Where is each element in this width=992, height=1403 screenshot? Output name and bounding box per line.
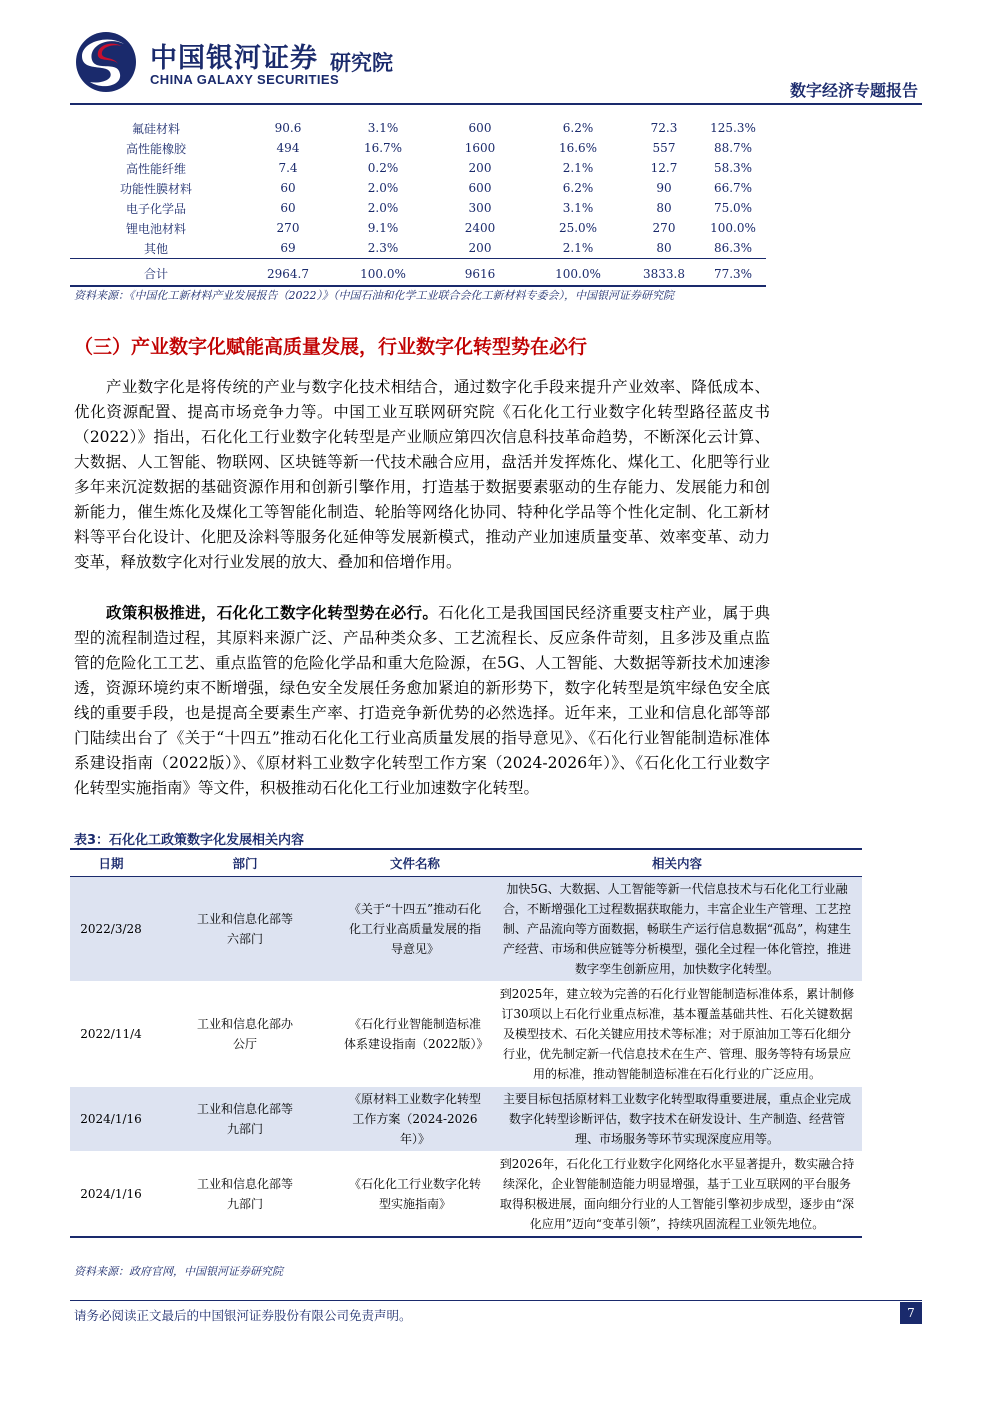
table-cell: 200	[468, 161, 492, 175]
table-cell: 2.0%	[367, 181, 399, 195]
table-cell: 3833.8	[628, 259, 700, 287]
paragraph-lead: 政策积极推进，石化化工数字化转型势在必行。	[106, 603, 439, 622]
table-header-row	[70, 849, 862, 877]
table-cell: 高性能橡胶	[125, 141, 186, 156]
table-row	[70, 877, 862, 982]
dept-cell: 工业和信息化部等六部门	[152, 877, 338, 982]
table-cell: 9616	[432, 259, 528, 287]
table-cell: 7.4	[278, 161, 298, 175]
column-header-date: 日期	[70, 849, 152, 877]
table-cell: 12.7	[650, 161, 678, 175]
table-cell: 80	[656, 201, 672, 215]
brand-name-en: CHINA GALAXY SECURITIES	[150, 72, 340, 87]
table-cell: 6.2%	[562, 121, 594, 135]
table-row	[70, 118, 766, 138]
body-paragraph-1: 产业数字化是将传统的产业与数字化技术相结合，通过数字化手段来提升产业效率、降低成本、优化资源配置、提高市场竞争力等。中国工业互联网研究院《石化化工行业数字化转型路径蓝皮书（2022）》指出，石化化工行业数字化转型是产业顺应第四次信息科技革命趋势，不断深化云计算、大数据、人工智能、物联网、区块链等新一代技术融合应用，盘活并发挥炼化、煤化工、化肥等行业多年来沉淀数据的基础资源作用和创新引擎作用，打造基于数据要素驱动的生存能力、发展能力和创新能力，催生炼化及煤化工等智能化制造、轮胎等网络化协同、特种化学品等个性化定制、化工新材料等平台化设计、化肥及涂料等服务化延伸等发展新模式，推动产业加速质量变革、效率变革、动力变革，释放数字化对行业发展的放大、叠加和倍增作用。	[74, 378, 770, 571]
table3-title: 表3：石化化工政策数字化发展相关内容	[74, 833, 305, 848]
table-cell: 其他	[143, 241, 168, 256]
doc-cell: 《石化行业智能制造标准体系建设指南（2022版）》	[338, 982, 492, 1087]
table-cell: 100.0%	[710, 221, 756, 235]
table-cell: 60	[280, 201, 296, 215]
table-cell: 60	[280, 181, 296, 195]
table-cell: 77.3%	[700, 259, 766, 287]
table-cell: 86.3%	[713, 241, 753, 255]
report-type-label: 数字经济专题报告	[789, 81, 918, 100]
table-cell: 1600	[464, 141, 496, 155]
brand-name-cn: 中国银河证券	[150, 43, 318, 74]
table-row	[70, 218, 766, 238]
table-cell: 494	[276, 141, 300, 155]
table-cell: 69	[280, 241, 296, 255]
galaxy-logo-icon	[74, 30, 138, 94]
table-cell: 2964.7	[242, 259, 334, 287]
table-cell: 270	[652, 221, 676, 235]
column-header-content: 相关内容	[492, 849, 862, 877]
table-cell: 90	[656, 181, 672, 195]
date-cell: 2024/1/16	[70, 1152, 152, 1238]
table-row	[70, 238, 766, 259]
table-cell: 100.0%	[334, 259, 432, 287]
table-cell: 9.1%	[367, 221, 399, 235]
table-row	[70, 178, 766, 198]
institute-label: 研究院	[330, 51, 393, 75]
table-cell: 2400	[464, 221, 496, 235]
table-cell: 72.3	[650, 121, 678, 135]
table-cell: 3.1%	[367, 121, 399, 135]
table-row	[70, 138, 766, 158]
table-cell: 2.1%	[562, 241, 594, 255]
date-cell: 2022/3/28	[70, 877, 152, 982]
body-paragraph-2	[74, 600, 770, 801]
table-cell: 125.3%	[710, 121, 756, 135]
paragraph-body: 石化化工是我国国民经济重要支柱产业，属于典型的流程制造过程，其原料来源广泛、产品种类众多、工艺流程长、反应条件苛刻，且多涉及重点监管的危险化工工艺、重点监管的危险化学品和重大危险源，在5G、人工智能、大数据等新技术加速渗透，资源环境约束不断增强，绿色安全发展任务愈加紧迫的新形势下，数字化转型是筑牢绿色安全底线的重要手段，也是提高全要素生产率、打造竞争新优势的必然选择。近年来，工业和信息化部等部门陆续出台了《关于“十四五”推动石化化工行业高质量发展的指导意见》、《石化行业智能制造标准体系建设指南（2022版）》、《原材料工业数字化转型工作方案（2024-2026年）》、《石化化工行业数字化转型实施指南》等文件，积极推动石化化工行业加速数字化转型。	[74, 604, 770, 797]
table-cell: 0.2%	[367, 161, 399, 175]
table-cell: 16.7%	[363, 141, 403, 155]
date-cell: 2024/1/16	[70, 1087, 152, 1152]
content-cell: 加快5G、大数据、人工智能等新一代信息技术与石化化工行业融合，不断增强化工过程数据获取能力，丰富企业生产管理、工艺控制、产品流向等方面数据，畅联生产运行信息数据“孤岛”，构建生产经营、市场和供应链等分析模型，强化全过程一体化管控，推进数字孪生创新应用，加快数字化转型。	[492, 877, 862, 982]
policy-table	[70, 848, 862, 1238]
content-cell: 到2026年，石化化工行业数字化网络化水平显著提升，数实融合持续深化，企业智能制造能力明显增强，基于工业互联网的平台服务取得积极进展，面向细分行业的人工智能引擎初步成型，逐步由“深化应用”迈向“变革引领”，持续巩固流程工业领先地位。	[492, 1152, 862, 1238]
table-cell: 锂电池材料	[125, 221, 186, 236]
column-header-doc: 文件名称	[338, 849, 492, 877]
section-heading: （三）产业数字化赋能高质量发展，行业数字化转型势在必行	[74, 336, 588, 358]
table-cell: 6.2%	[562, 181, 594, 195]
footer-divider	[70, 1300, 922, 1301]
dept-cell: 工业和信息化部等九部门	[152, 1152, 338, 1238]
content-cell: 主要目标包括原材料工业数字化转型取得重要进展，重点企业完成数字化转型诊断评估，数字技术在研发设计、生产制造、经营管理、市场服务等环节实现深度应用等。	[492, 1087, 862, 1152]
table-cell: 25.0%	[558, 221, 598, 235]
table-cell: 氟硅材料	[131, 121, 180, 136]
table-row	[70, 198, 766, 218]
doc-cell: 《石化化工行业数字化转型实施指南》	[338, 1152, 492, 1238]
table-total-row	[70, 259, 766, 287]
table-cell: 88.7%	[713, 141, 753, 155]
table-cell: 557	[652, 141, 676, 155]
table-row	[70, 982, 862, 1087]
table-cell: 合计	[70, 259, 242, 287]
table-cell: 2.1%	[562, 161, 594, 175]
table-cell: 功能性膜材料	[119, 181, 192, 196]
page-number: 7	[900, 1302, 922, 1324]
date-cell: 2022/11/4	[70, 982, 152, 1087]
table-cell: 高性能纤维	[125, 161, 186, 176]
doc-cell: 《原材料工业数字化转型工作方案（2024-2026年）》	[338, 1087, 492, 1152]
table-cell: 58.3%	[713, 161, 753, 175]
footer-disclaimer: 请务必阅读正文最后的中国银河证券股份有限公司免责声明。	[74, 1308, 412, 1323]
header-divider	[70, 103, 922, 105]
dept-cell: 工业和信息化部办公厅	[152, 982, 338, 1087]
table-cell: 电子化学品	[125, 201, 186, 216]
table1-source: 资料来源：《中国化工新材料产业发展报告（2022）》（中国石油和化学工业联合会化工新材料专委会），中国银河证券研究院	[74, 289, 674, 302]
table-cell: 600	[468, 121, 492, 135]
column-header-dept: 部门	[152, 849, 338, 877]
table-cell: 66.7%	[713, 181, 753, 195]
table-row	[70, 1152, 862, 1238]
table3-source: 资料来源：政府官网，中国银河证券研究院	[74, 1265, 283, 1278]
table-cell: 3.1%	[562, 201, 594, 215]
table-cell: 300	[468, 201, 492, 215]
table-cell: 2.3%	[367, 241, 399, 255]
table-cell: 2.0%	[367, 201, 399, 215]
table-row	[70, 158, 766, 178]
table-cell: 200	[468, 241, 492, 255]
table-cell: 80	[656, 241, 672, 255]
table-cell: 100.0%	[528, 259, 628, 287]
doc-cell: 《关于“十四五”推动石化化工行业高质量发展的指导意见》	[338, 877, 492, 982]
table-cell: 16.6%	[558, 141, 598, 155]
dept-cell: 工业和信息化部等九部门	[152, 1087, 338, 1152]
table-row	[70, 1087, 862, 1152]
table-cell: 270	[276, 221, 300, 235]
table-cell: 75.0%	[713, 201, 753, 215]
table-cell: 600	[468, 181, 492, 195]
new-materials-table	[70, 118, 766, 287]
content-cell: 到2025年，建立较为完善的石化行业智能制造标准体系，累计制修订30项以上石化行业重点标准，基本覆盖基础共性、石化关键数据及模型技术、石化关键应用技术等标准；对于原油加工等石化细分行业，优先制定新一代信息技术在生产、管理、服务等特有场景应用的标准，推动智能制造标准在石化行业的广泛应用。	[492, 982, 862, 1087]
table-cell: 90.6	[274, 121, 302, 135]
